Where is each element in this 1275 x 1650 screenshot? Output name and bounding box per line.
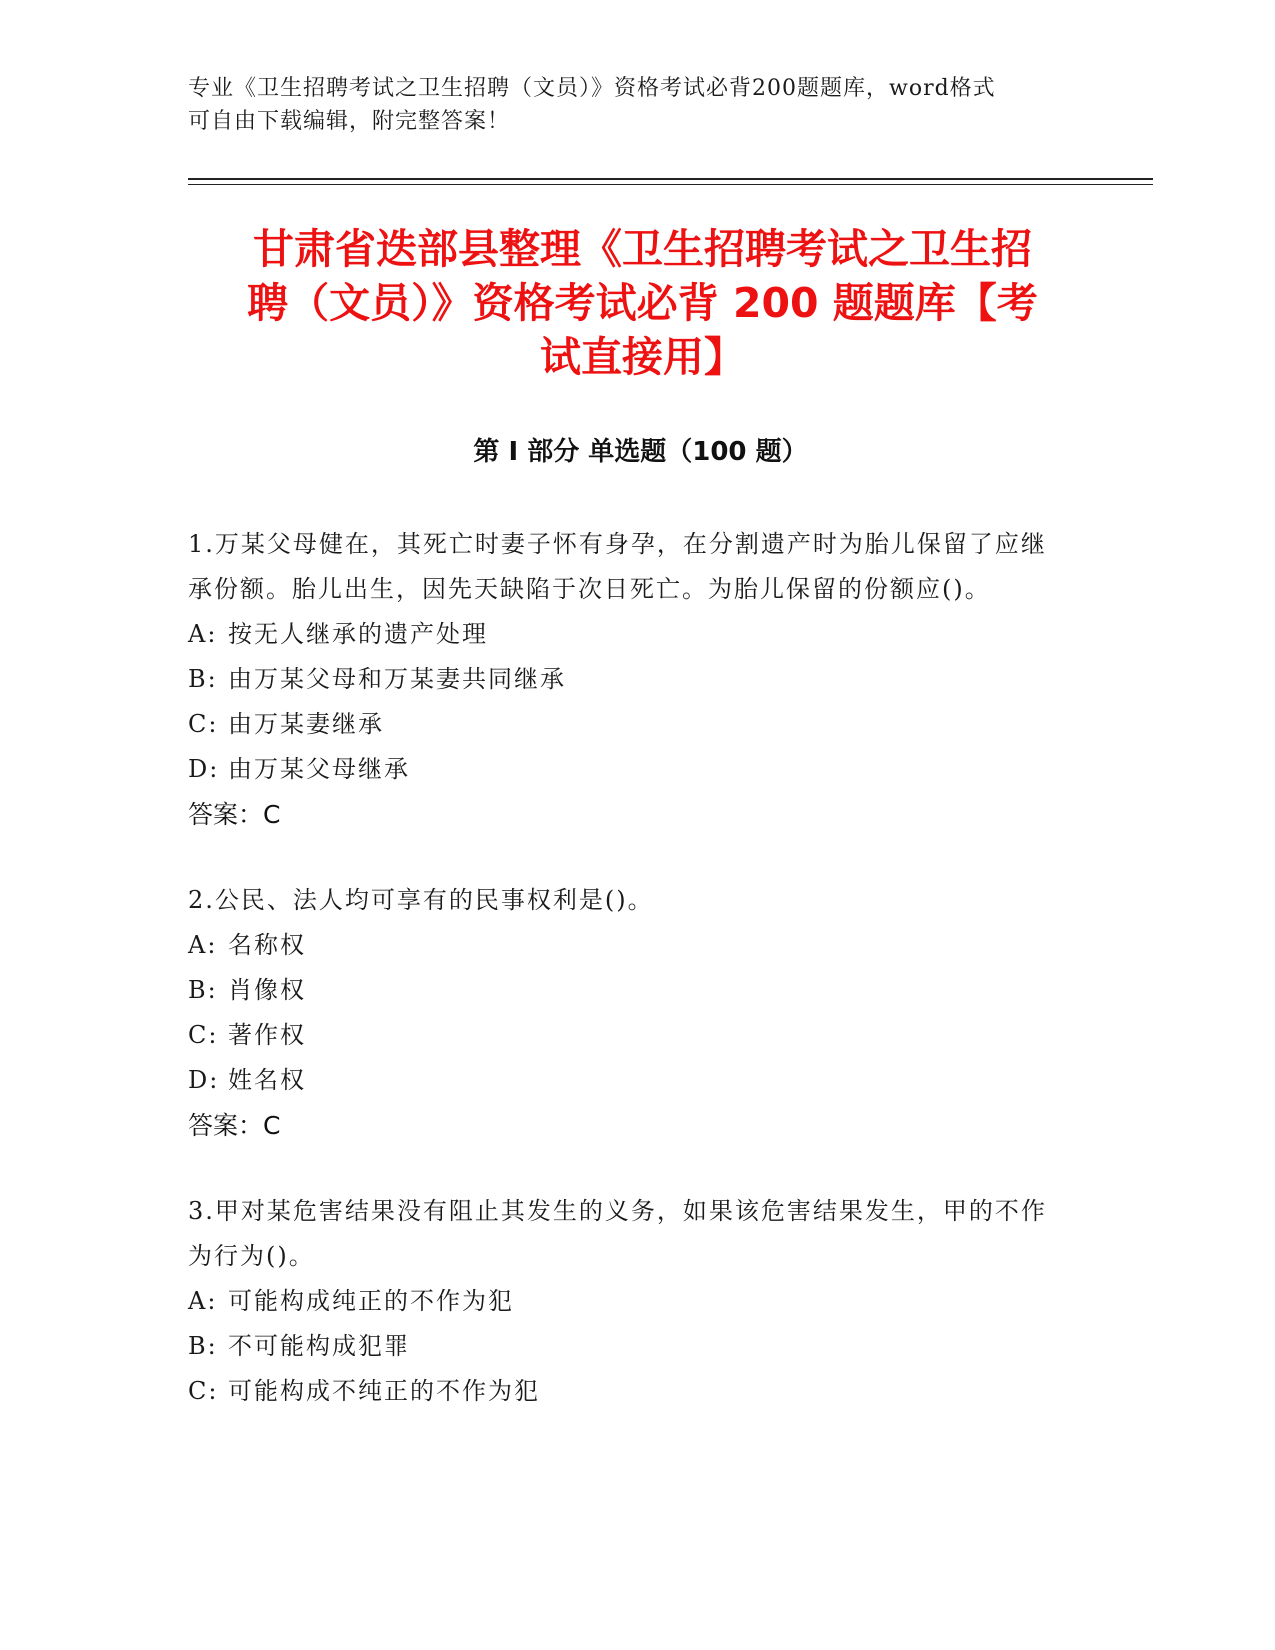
- question-item: [188, 878, 1068, 1148]
- option-letter: B:: [188, 665, 218, 693]
- question-stem: 2.公民、法人均可享有的民事权利是()。: [188, 886, 654, 914]
- question-list: [188, 522, 1068, 1455]
- option-letter: B:: [188, 976, 218, 1004]
- question-option: [188, 1324, 1068, 1369]
- question-option: [188, 702, 1068, 747]
- option-text: 由万某父母继承: [228, 755, 410, 783]
- title-line: 聘（文员）》资格考试必背 200 题题库【考: [247, 279, 1038, 327]
- option-letter: D:: [188, 755, 220, 783]
- option-text: 由万某父母和万某妻共同继承: [228, 665, 566, 693]
- question-stem: 1.万某父母健在，其死亡时妻子怀有身孕，在分割遗产时为胎儿保留了应继承份额。胎儿出生，因先天缺陷于次日死亡。为胎儿保留的份额应()。: [188, 530, 1047, 603]
- option-text: 按无人继承的遗产处理: [228, 620, 488, 648]
- header-divider-thick: [188, 178, 1153, 180]
- option-letter: A:: [188, 620, 218, 648]
- option-text: 可能构成不纯正的不作为犯: [228, 1377, 540, 1405]
- option-letter: C:: [188, 1377, 219, 1405]
- option-text: 可能构成纯正的不作为犯: [228, 1287, 514, 1315]
- question-option: [188, 657, 1068, 702]
- option-letter: C:: [188, 710, 219, 738]
- option-text: 姓名权: [228, 1066, 306, 1094]
- option-letter: A:: [188, 1287, 218, 1315]
- question-option: [188, 968, 1068, 1013]
- option-text: 肖像权: [228, 976, 306, 1004]
- question-option: [188, 747, 1068, 792]
- intro-line: 可自由下载编辑，附完整答案！: [188, 109, 511, 134]
- option-letter: A:: [188, 931, 218, 959]
- question-option: [188, 1058, 1068, 1103]
- question-option: [188, 923, 1068, 968]
- option-text: 著作权: [228, 1021, 306, 1049]
- option-letter: C:: [188, 1021, 219, 1049]
- header-divider-thin: [188, 184, 1153, 185]
- question-option: [188, 1013, 1068, 1058]
- document-title: [190, 222, 1095, 384]
- option-letter: D:: [188, 1066, 220, 1094]
- question-option: [188, 1369, 1068, 1414]
- title-line: 甘肃省迭部县整理《卫生招聘考试之卫生招: [253, 225, 1032, 273]
- question-answer: 答案：C: [188, 800, 281, 829]
- question-answer: 答案：C: [188, 1111, 281, 1140]
- question-option: [188, 612, 1068, 657]
- question-stem: 3.甲对某危害结果没有阻止其发生的义务，如果该危害结果发生，甲的不作为行为()。: [188, 1197, 1047, 1270]
- option-text: 名称权: [228, 931, 306, 959]
- intro-line: 专业《卫生招聘考试之卫生招聘（文员）》资格考试必背200题题库，word格式: [188, 76, 996, 101]
- option-letter: B:: [188, 1332, 218, 1360]
- section-heading: 第 I 部分 单选题（100 题）: [473, 437, 808, 467]
- question-item: [188, 522, 1068, 837]
- intro-text: [188, 72, 1068, 138]
- option-text: 由万某妻继承: [228, 710, 384, 738]
- title-line: 试直接用】: [540, 333, 745, 381]
- question-option: [188, 1279, 1068, 1324]
- question-item: [188, 1189, 1068, 1414]
- option-text: 不可能构成犯罪: [228, 1332, 410, 1360]
